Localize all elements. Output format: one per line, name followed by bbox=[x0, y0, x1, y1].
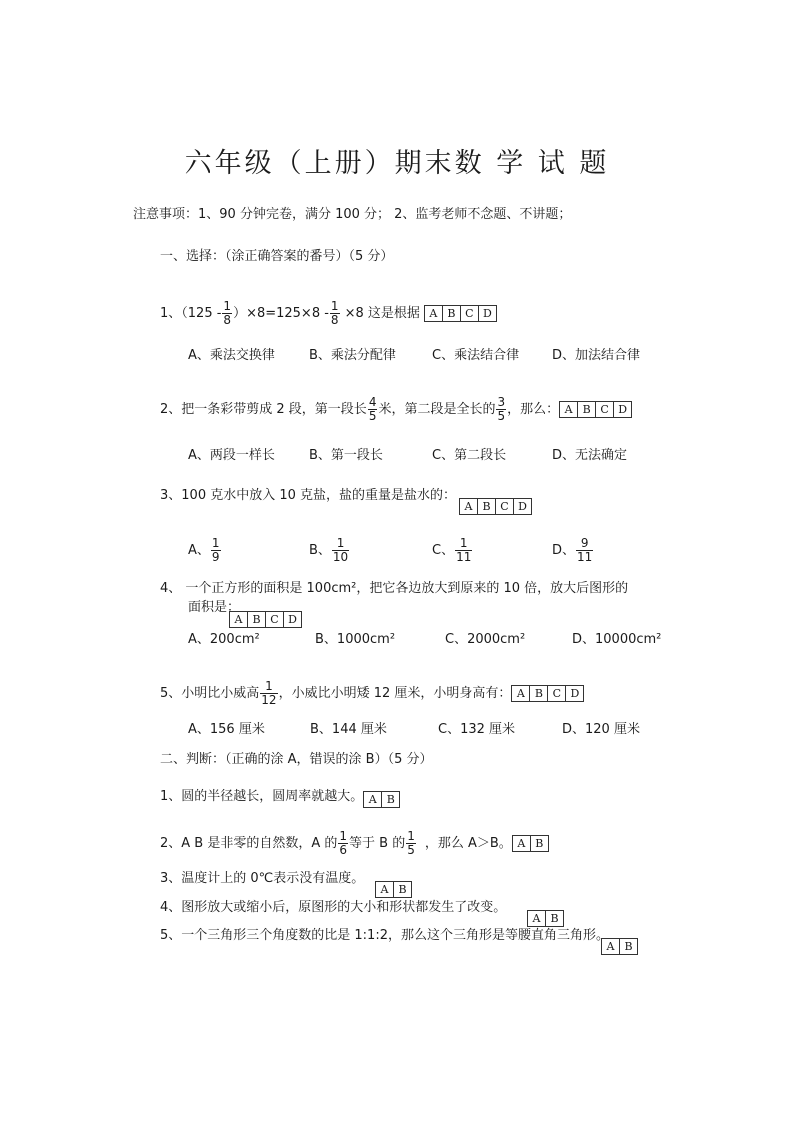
q5-option-c: C、132 厘米 bbox=[438, 722, 516, 737]
q2-option-c: C、第二段长 bbox=[432, 448, 507, 463]
answer-box-q2-4[interactable] bbox=[527, 910, 564, 927]
answer-box-q1-5[interactable] bbox=[511, 685, 584, 702]
notice: 注意事项：1、90 分钟完卷，满分 100 分； 2、监考老师不念题、不讲题； bbox=[133, 207, 572, 222]
q1-text-2: ）×8=125×8 - bbox=[233, 305, 329, 321]
bubble-b[interactable]: B bbox=[398, 883, 407, 896]
answer-box-q2-3[interactable] bbox=[375, 881, 412, 898]
q4-line-2: 面积是： bbox=[188, 600, 241, 615]
bubble-b[interactable]: B bbox=[530, 686, 548, 701]
q4-option-d: D、10000cm² bbox=[572, 632, 662, 647]
section2-heading: 二、判断：（正确的涂 A，错误的涂 B）（5 分） bbox=[160, 752, 433, 767]
q5-option-b: B、144 厘米 bbox=[310, 722, 387, 737]
q2-text-1: 2、把一条彩带剪成 2 段，第一段长 bbox=[160, 401, 367, 417]
q3-text: 3、100 克水中放入 10 克盐，盐的重量是盐水的： bbox=[160, 488, 457, 503]
bubble-a[interactable]: A bbox=[364, 792, 382, 807]
question-1-5 bbox=[160, 680, 584, 706]
bubble-a[interactable]: A bbox=[425, 306, 443, 321]
bubble-c[interactable]: C bbox=[496, 499, 514, 514]
bubble-a[interactable]: A bbox=[560, 402, 578, 417]
bubble-b[interactable]: B bbox=[624, 940, 633, 953]
bubble-c[interactable]: C bbox=[548, 686, 566, 701]
bubble-a[interactable]: A bbox=[460, 499, 478, 514]
bubble-b[interactable]: B bbox=[535, 836, 544, 850]
bubble-a[interactable]: A bbox=[512, 686, 530, 701]
q2-fraction-2: $\frac{3}{5}$ bbox=[497, 395, 506, 423]
question-2-2 bbox=[160, 830, 549, 856]
q1-fraction-2: $\frac{1}{8}$ bbox=[330, 299, 339, 327]
q2-option-a: A、两段一样长 bbox=[188, 448, 275, 463]
s2q1-text: 1、圆的半径越长，圆周率就越大。 bbox=[160, 789, 364, 804]
bubble-d[interactable]: D bbox=[618, 402, 628, 416]
q1-text-3: ×8 这是根据 bbox=[344, 305, 420, 321]
s2q2-text-3: ，那么 A＞B。 bbox=[424, 835, 512, 851]
q3-fraction-c: $\frac{1}{11}$ bbox=[456, 536, 472, 564]
question-2-1 bbox=[160, 785, 400, 808]
bubble-b[interactable]: B bbox=[248, 612, 266, 627]
answer-box-q2-2[interactable] bbox=[512, 835, 549, 852]
q5-fraction-1: $\frac{1}{12}$ bbox=[261, 679, 277, 707]
question-1-2 bbox=[160, 396, 632, 422]
answer-box-q1-1[interactable] bbox=[424, 305, 497, 322]
answer-box-q1-4[interactable] bbox=[229, 611, 302, 628]
q1-option-d: D、加法结合律 bbox=[552, 348, 641, 363]
q3-option-b: B、 $\frac{1}{10}$ bbox=[309, 536, 349, 564]
s2q2-fraction-1: $\frac{1}{6}$ bbox=[339, 829, 348, 857]
q4-line-1: 4、 一个正方形的面积是 100cm²，把它各边放大到原来的 10 倍，放大后图形的 bbox=[160, 581, 629, 596]
q5-text-1: 5、小明比小威高 bbox=[160, 685, 260, 701]
page-title: 六年级（上册）期末数 学 试 题 bbox=[184, 148, 610, 179]
q3-fraction-b: $\frac{1}{10}$ bbox=[332, 536, 349, 564]
q5-option-a: A、156 厘米 bbox=[188, 722, 265, 737]
answer-box-q2-1[interactable] bbox=[363, 791, 400, 808]
bubble-b[interactable]: B bbox=[550, 912, 559, 925]
q2-option-b: B、第一段长 bbox=[309, 448, 383, 463]
q3-option-a: A、 $\frac{1}{9}$ bbox=[188, 536, 220, 564]
bubble-b[interactable]: B bbox=[478, 499, 496, 514]
q4-option-c: C、2000cm² bbox=[445, 632, 526, 647]
q3-fraction-d: $\frac{9}{11}$ bbox=[577, 536, 593, 564]
q5-option-d: D、120 厘米 bbox=[562, 722, 640, 737]
bubble-c[interactable]: C bbox=[596, 402, 614, 417]
s2q4-text: 4、图形放大或缩小后，原图形的大小和形状都发生了改变。 bbox=[160, 900, 507, 915]
q4-option-b: B、1000cm² bbox=[315, 632, 396, 647]
q1-option-b: B、乘法分配律 bbox=[309, 348, 396, 363]
bubble-c[interactable]: C bbox=[461, 306, 479, 321]
section1-heading: 一、选择：（涂正确答案的番号）（5 分） bbox=[160, 249, 394, 264]
bubble-a[interactable]: A bbox=[376, 882, 394, 897]
s2q5-text: 5、一个三角形三个角度数的比是 1:1:2，那么这个三角形是等腰直角三角形。 bbox=[160, 928, 609, 943]
q5-text-2: ，小威比小明矮 12 厘米，小明身高有： bbox=[278, 685, 512, 701]
q3-fraction-a: $\frac{1}{9}$ bbox=[211, 536, 220, 564]
bubble-b[interactable]: B bbox=[443, 306, 461, 321]
q3-option-d: D、 $\frac{9}{11}$ bbox=[552, 536, 593, 564]
s2q3-text: 3、温度计上的 0℃表示没有温度。 bbox=[160, 871, 365, 886]
answer-box-q1-2[interactable] bbox=[559, 401, 632, 418]
q1-fraction-1: $\frac{1}{8}$ bbox=[223, 299, 232, 327]
bubble-a[interactable]: A bbox=[528, 911, 546, 926]
bubble-b[interactable]: B bbox=[386, 793, 395, 806]
s2q2-text-1: 2、A B 是非零的自然数，A 的 bbox=[160, 835, 338, 851]
bubble-d[interactable]: D bbox=[482, 306, 492, 320]
bubble-d[interactable]: D bbox=[288, 613, 297, 626]
bubble-d[interactable]: D bbox=[570, 686, 580, 700]
bubble-a[interactable]: A bbox=[230, 612, 248, 627]
q3-option-c: C、 $\frac{1}{11}$ bbox=[432, 536, 472, 564]
bubble-d[interactable]: D bbox=[518, 500, 527, 513]
question-1-1 bbox=[160, 300, 497, 326]
q4-option-a: A、200cm² bbox=[188, 632, 260, 647]
q2-fraction-1: $\frac{4}{5}$ bbox=[368, 395, 377, 423]
answer-box-q2-5[interactable] bbox=[601, 938, 638, 955]
q1-option-a: A、乘法交换律 bbox=[188, 348, 275, 363]
q2-option-d: D、无法确定 bbox=[552, 448, 628, 463]
bubble-c[interactable]: C bbox=[266, 612, 284, 627]
q2-text-3: ，那么： bbox=[507, 401, 560, 417]
s2q2-fraction-2: $\frac{1}{5}$ bbox=[407, 829, 415, 857]
q1-option-c: C、乘法结合律 bbox=[432, 348, 520, 363]
answer-box-q1-3[interactable] bbox=[459, 498, 532, 515]
s2q2-text-2: 等于 B 的 bbox=[349, 835, 406, 851]
q2-text-2: 米，第二段是全长的 bbox=[378, 401, 496, 417]
bubble-b[interactable]: B bbox=[578, 402, 596, 417]
q1-text-1: 1、（125 - bbox=[160, 305, 222, 321]
bubble-a[interactable]: A bbox=[513, 836, 531, 851]
bubble-a[interactable]: A bbox=[602, 939, 620, 954]
